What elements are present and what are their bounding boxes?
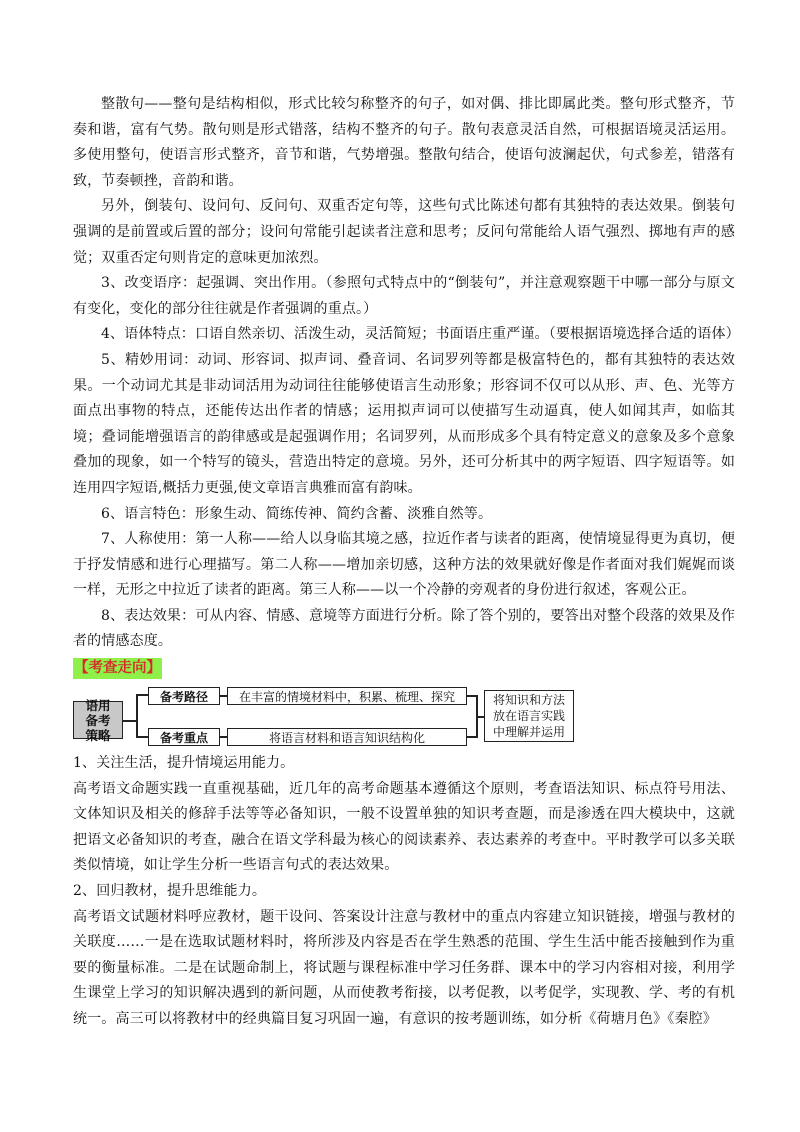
paragraph-point-2-body: 高考语文试题材料呼应教材，题干设问、答案设计注意与教材中的重点内容建立知识链接，增强与教材的关联度……一是在选取试题材料时，将所涉及内容是否在学生熟悉的范围、学生生活中能否接触到作为重要的衡量标准。二是在试题命制上，将试题与课程标准中学习任务群、课本中的学习内容相对接，利用学生课堂上学习的知识解决遇到的新问题，从而使教考衔接，以考促教，以考促学，实现教、学、考的有机统一。高三可以将教材中的经典篇目复习巩固一遍，有意识的按考题训练，如分析《荷塘月色》《秦腔》 <box>73 908 735 1027</box>
diagram-connector <box>220 736 227 738</box>
paragraph-integral-scattered: 整散句——整句是结构相似，形式比较匀称整齐的句子，如对偶、排比即属此类。整句形式整齐，节奏和谐，富有气势。散句则是形式错落，结构不整齐的句子。散句表意灵活自然，可根据语境灵活运用。多使用整句，使语言形式整齐，音节和谐，气势增强。整散句结合，使语句波澜起伏，句式参差，错落有致，节奏顿挫，音韵和谐。 <box>73 96 735 189</box>
diagram-connector <box>136 694 138 737</box>
diagram-focus-label: 备考重点 <box>148 728 220 746</box>
section-heading-wrap <box>73 657 735 683</box>
paragraphs-top <box>73 92 740 655</box>
paragraph-expression-effect: 8、表达效果：可从内容、情感、意境等方面进行分析。除了答个别的，要答出对整个段落的效果及作者的情感态度。 <box>73 607 735 650</box>
paragraph-point-1-body: 高考语文命题实践一直重视基础，近几年的高考命题基本遵循这个原则，考查语法知识、标点符号用法、文体知识及相关的修辞手法等等必备知识，一般不设置单独的知识考查题，而是渗透在四大模块中，这就把语文必备知识的考查，融合在语文学科最为核心的阅读素养、表达素养的考查中。平时教学可以多关联类似情境，如让学生分析一些语言句式的表达效果。 <box>73 780 735 874</box>
section-heading: 【考查走向】 <box>73 658 162 679</box>
paragraph-word-choice: 5、精妙用词：动词、形容词、拟声词、叠音词、名词罗列等都是极富特色的，都有其独特的表达效果。一个动词尤其是非动词活用为动词往往能够使语言生动形象；形容词不仅可以从形、声、色、光等方面点出事物的特点，还能传达出作者的情感；运用拟声词可以使描写生动逼真，使人如闻其声，如临其境；叠词能增强语言的韵律感或是起强调作用；名词罗列，从而形成多个具有特定意义的意象及多个意象叠加的现象，如一个特写的镜头，营造出特定的意境。另外，还可分析其中的两字短语、四字短语等。如连用四字短语,概括力更强,使文章语言典雅而富有韵味。 <box>73 351 735 496</box>
paragraph-point-1-title: 1、关注生活，提升情境运用能力。 <box>73 755 295 772</box>
document-page <box>73 92 740 1033</box>
diagram-path-text: 在丰富的情境材料中，积累、梳理、探究 <box>227 687 467 705</box>
paragraph-word-order: 3、改变语序：起强调、突出作用。（参照句式特点中的“倒装句”，并注意观察题干中哪一部分与原文有变化，变化的部分往往就是作者强调的重点。） <box>73 275 735 317</box>
paragraph-language-style: 6、语言特色：形象生动、简练传神、简约含蓄、淡雅自然等。 <box>101 505 493 522</box>
diagram-path-label: 备考路径 <box>148 687 220 705</box>
diagram-result-box: 将知识和方法放在语言实践中理解并运用 <box>484 690 574 742</box>
paragraph-point-2-title: 2、回归教材，提升思维能力。 <box>73 883 267 900</box>
diagram-connector <box>136 736 148 738</box>
diagram-strategy-box: 语用备考策略 <box>73 701 123 739</box>
paragraph-register: 4、语体特点：口语自然亲切、活泼生动，灵活简短；书面语庄重严谨。（要根据语境选择合适的语体） <box>101 326 740 343</box>
diagram-connector <box>136 694 148 696</box>
paragraph-sentence-types: 另外，倒装句、设问句、反问句、双重否定句等，这些句式比陈述句都有其独特的表达效果。倒装句强调的是前置或后置的部分；设问句常能引起读者注意和思考；反问句常能给人语气强烈、掷地有声的感觉；双重否定句则肯定的意味更加浓烈。 <box>73 198 735 266</box>
paragraphs-bottom <box>73 751 735 1033</box>
diagram-connector <box>123 720 137 722</box>
diagram-focus-text: 将语言材料和语言知识结构化 <box>227 728 467 746</box>
strategy-diagram <box>73 687 735 745</box>
paragraph-person: 7、人称使用：第一人称——给人以身临其境之感，拉近作者与读者的距离，使情境显得更为真切，便于抒发情感和进行心理描写。第二人称——增加亲切感，这种方法的效果就好像是作者面对我们娓娓而谈一样，无形之中拉近了读者的距离。第三人称——以一个冷静的旁观者的身份进行叙述，客观公正。 <box>73 531 735 599</box>
diagram-connector <box>476 716 484 718</box>
diagram-connector <box>220 695 227 697</box>
